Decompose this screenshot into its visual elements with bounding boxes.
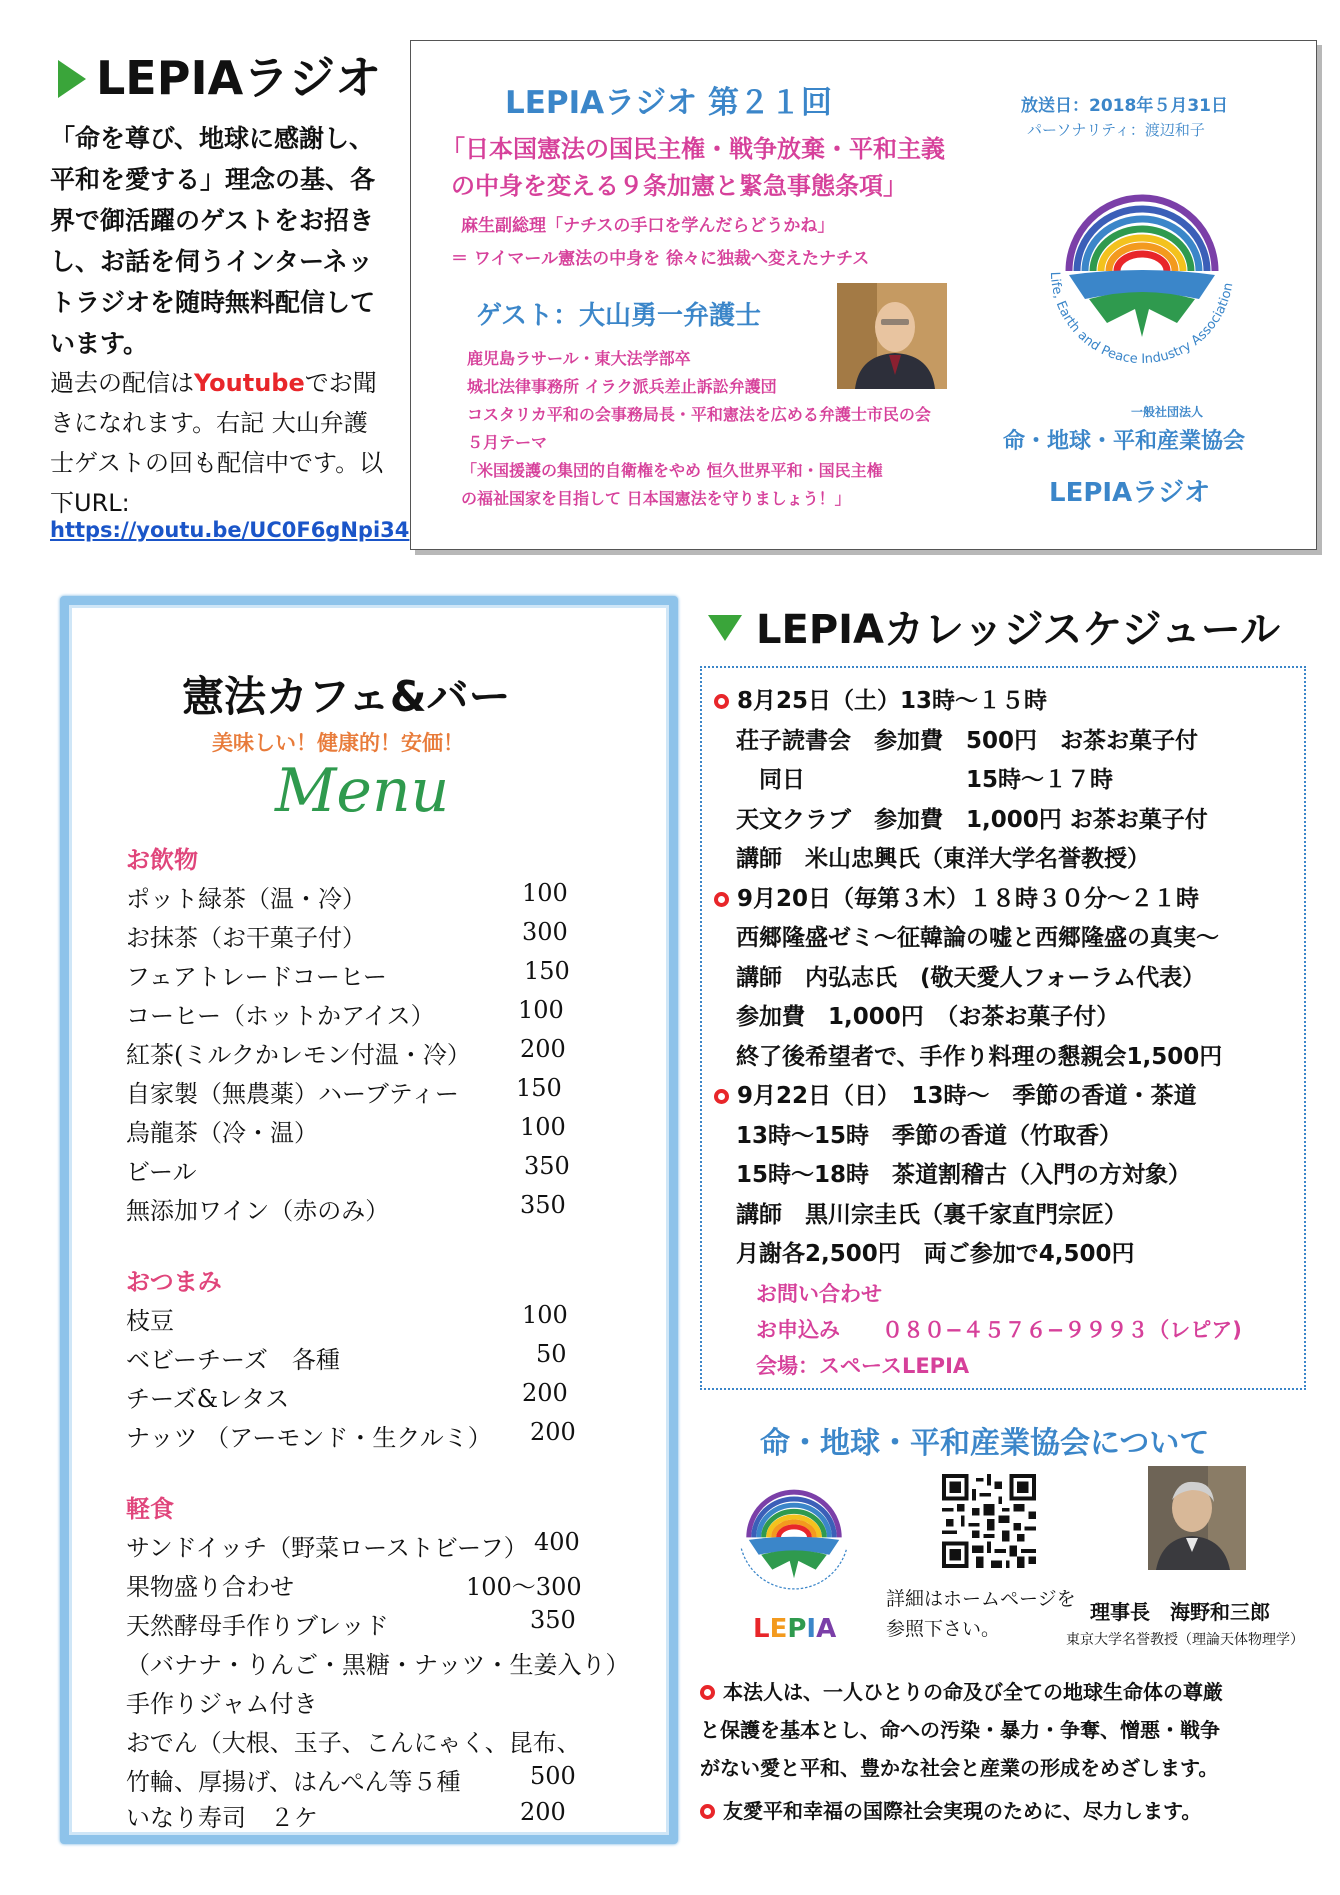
schedule-contact-2: お申込み ０８０−４５７６−９９９３（レピア)	[756, 1318, 1242, 1342]
menu-item-price: 350	[524, 1152, 570, 1180]
guest-bio-2: 城北法律事務所 イラク派兵差止訴訟弁護団	[467, 377, 777, 396]
wordmark-letter: E	[769, 1614, 788, 1644]
menu-tagline: 美味しい！健康的！安価！	[212, 731, 464, 755]
lepia-wordmark	[753, 1614, 836, 1644]
menu-item-price: 350	[520, 1191, 566, 1219]
schedule-line-text: 9月22日（日） 13時〜 季節の香道・茶道	[737, 1083, 1197, 1109]
schedule-line	[736, 959, 1205, 992]
menu-item-price: 100	[522, 879, 568, 907]
menu-item-price: 100〜300	[466, 1573, 582, 1601]
red-circle-bullet-icon	[714, 892, 729, 907]
schedule-line-text: 西郷隆盛ゼミ〜征韓論の嘘と西郷隆盛の真実〜	[736, 925, 1219, 951]
radio-heading-text: LEPIAラジオ	[96, 51, 382, 105]
menu-item-name: 果物盛り合わせ	[126, 1573, 294, 1601]
schedule-line-text: 参加費 1,000円 （お茶お菓子付）	[736, 1004, 1120, 1030]
menu-item-price: 150	[516, 1074, 562, 1102]
radio-episode-box	[410, 40, 1317, 550]
radio-intro-bold: 「命を尊び、地球に感謝し、平和を愛する」理念の基、各界で御活躍のゲストをお招きし、お話を伺うインターネットラジオを随時無料配信しています。	[50, 124, 376, 358]
menu-item-price: 100	[518, 996, 564, 1024]
menu-item-price: 50	[536, 1340, 567, 1368]
schedule-contact-1: お問い合わせ	[756, 1282, 882, 1306]
green-triangle-icon	[58, 60, 86, 98]
theme-line-2: の福祉国家を目指して 日本国憲法を守りましょう！」	[461, 489, 851, 508]
menu-script-title: Menu	[275, 756, 450, 826]
lepia-logo	[1029, 159, 1255, 385]
about-paragraph-2	[700, 1795, 1201, 1824]
about-text: 本法人は、一人ひとりの命及び全ての地球生命体の尊厳	[723, 1680, 1223, 1704]
radio-intro-text	[50, 363, 390, 523]
schedule-line	[736, 1156, 1191, 1189]
menu-item-name: 枝豆	[126, 1307, 174, 1335]
schedule-line	[736, 1196, 1127, 1229]
schedule-heading-text: LEPIAカレッジスケジュール	[756, 607, 1280, 653]
menu-item-price: 150	[524, 957, 570, 985]
menu-item-price: 400	[534, 1528, 580, 1556]
schedule-line-text: 9月20日（毎第３木）１８時３０分〜２１時	[737, 885, 1200, 912]
guest-name: ゲスト：大山勇一弁護士	[476, 301, 761, 331]
menu-item-price: 200	[530, 1418, 576, 1446]
menu-item-price: 200	[520, 1035, 566, 1063]
schedule-line	[736, 1038, 1222, 1071]
wordmark-letter: A	[816, 1614, 837, 1644]
menu-item-name: 竹輪、厚揚げ、はんぺん等５種	[126, 1768, 461, 1796]
menu-item-name: ベビーチーズ 各種	[126, 1346, 340, 1374]
menu-item-price: 100	[522, 1301, 568, 1329]
episode-subtitle-1: 「日本国憲法の国民主権・戦争放棄・平和主義	[441, 135, 945, 163]
wordmark-letter: L	[753, 1614, 770, 1644]
air-date: 放送日：2018年５月31日	[1021, 96, 1228, 116]
episode-quote-1: 麻生副総理「ナチスの手口を学んだらどうかね」	[461, 216, 835, 236]
menu-item-name: 天然酵母手作りブレッド	[126, 1612, 389, 1640]
red-circle-bullet-icon	[700, 1804, 715, 1819]
theme-line-1: 「米国援護の集団的自衛権をやめ 恒久世界平和・国民主権	[461, 461, 883, 480]
schedule-line	[736, 801, 1208, 834]
red-circle-bullet-icon	[714, 694, 729, 709]
about-paragraph-1b: と保護を基本とし、命への汚染・暴力・争奪、憎悪・戦争	[700, 1718, 1220, 1742]
guest-photo	[837, 283, 947, 389]
menu-item-name: フェアトレードコーヒー	[126, 963, 387, 991]
org-type: 一般社団法人	[1131, 405, 1204, 419]
radio-heading	[58, 42, 381, 108]
chairman-photo	[1148, 1466, 1246, 1570]
menu-item-name: 烏龍茶（冷・温）	[126, 1119, 318, 1147]
homepage-note: 詳細はホームページを参照下さい。	[886, 1588, 1076, 1640]
schedule-line-text: 天文クラブ 参加費 1,000円 お茶お菓子付	[736, 806, 1208, 833]
menu-title: 憲法カフェ&バー	[182, 672, 511, 721]
about-text: 友愛平和幸福の国際社会実現のために、尽力します。	[723, 1799, 1202, 1823]
schedule-line	[736, 840, 1150, 873]
schedule-line	[714, 1077, 1197, 1110]
schedule-line	[736, 998, 1119, 1031]
schedule-line-text: 13時〜15時 季節の香道（竹取香）	[736, 1122, 1123, 1149]
menu-item-name: チーズ&レタス	[126, 1385, 290, 1413]
schedule-line-text: 講師 黒川宗圭氏（裏千家直門宗匠）	[736, 1201, 1127, 1228]
menu-item-name: 無添加ワイン（赤のみ）	[126, 1197, 390, 1225]
episode-subtitle-2: の中身を変える９条加憲と緊急事態条項」	[451, 172, 907, 200]
schedule-line-text: 同日 15時〜１７時	[736, 767, 1114, 793]
episode-title: LEPIAラジオ 第２１回	[505, 85, 832, 121]
menu-item-name: ポット緑茶（温・冷）	[126, 885, 366, 913]
schedule-line	[736, 1235, 1135, 1268]
theme-heading: ５月テーマ	[467, 433, 548, 452]
schedule-line	[736, 919, 1219, 952]
org-name: 命・地球・平和産業協会	[1003, 429, 1246, 454]
qr-code-icon[interactable]	[942, 1474, 1036, 1568]
menu-section-drinks: お飲物	[126, 845, 198, 874]
schedule-line-text: 15時〜18時 茶道割稽古（入門の方対象）	[736, 1162, 1192, 1188]
menu-item-name: サンドイッチ（野菜ローストビーフ）	[126, 1534, 528, 1562]
schedule-line-text: 荘子読書会 参加費 500円 お茶お菓子付	[736, 727, 1199, 754]
intro-text-a: 過去の配信は	[50, 369, 194, 397]
schedule-line	[736, 1117, 1122, 1150]
wordmark-letter: P	[787, 1614, 807, 1644]
episode-quote-2: ＝ ワイマール憲法の中身を 徐々に独裁へ変えたナチス	[451, 249, 870, 269]
youtube-word: Youtube	[194, 369, 305, 397]
wordmark-letter: I	[806, 1614, 817, 1644]
schedule-line-text: 終了後希望者で、手作り料理の懇親会1,500円	[736, 1043, 1223, 1070]
menu-item-name: 自家製（無農薬）ハーブティー	[126, 1080, 459, 1108]
chairman-name: 理事長 海野和三郎	[1090, 1600, 1270, 1624]
menu-item-name: いなり寿司 ２ケ	[126, 1804, 318, 1832]
menu-item-price: 350	[530, 1606, 576, 1634]
schedule-line-text: 講師 米山忠興氏（東洋大学名誉教授）	[736, 846, 1150, 872]
guest-bio-3: コスタリカ平和の会事務局長・平和憲法を広める弁護士市民の会	[467, 405, 931, 424]
schedule-heading	[708, 598, 1280, 655]
about-title: 命・地球・平和産業協会について	[760, 1426, 1210, 1461]
menu-item-name: おでん（大根、玉子、こんにゃく、昆布、	[126, 1729, 581, 1757]
menu-item-price: 100	[520, 1113, 566, 1141]
menu-item-name: コーヒー（ホットかアイス）	[126, 1002, 435, 1030]
logo-ring-text: Life, Earth and Peace Industry Association	[1046, 271, 1237, 368]
schedule-venue: 会場：スペースLEPIA	[756, 1354, 970, 1378]
menu-item-name: ナッツ （アーモンド・生クルミ）	[126, 1424, 492, 1452]
menu-item-name: 紅茶(ミルクかレモン付温・冷）	[126, 1041, 471, 1069]
about-paragraph-1c: がない愛と平和、豊かな社会と産業の形成をめざします。	[700, 1756, 1219, 1780]
schedule-line	[714, 880, 1199, 913]
schedule-line	[736, 761, 1113, 794]
schedule-line	[714, 682, 1047, 715]
schedule-line	[736, 722, 1198, 755]
youtube-url-link[interactable]: https://youtu.be/UC0F6gNpi34	[50, 518, 410, 542]
menu-section-light-meals: 軽食	[126, 1494, 174, 1523]
green-triangle-down-icon	[708, 615, 742, 641]
menu-item-price: 200	[522, 1379, 568, 1407]
schedule-line-text: 8月25日（土）13時〜１５時	[737, 688, 1048, 714]
menu-item-price: 200	[520, 1798, 566, 1826]
personality: パーソナリティ：渡辺和子	[1027, 121, 1205, 139]
radio-label: LEPIAラジオ	[1049, 478, 1211, 508]
lepia-logo-small	[724, 1468, 864, 1608]
menu-item-name: 手作りジャム付き	[126, 1690, 318, 1718]
menu-item-name: ビール	[126, 1158, 197, 1186]
chairman-title: 東京大学名誉教授（理論天体物理学）	[1066, 1632, 1304, 1648]
schedule-line-text: 講師 内弘志氏 (敬天愛人フォーラム代表）	[736, 964, 1206, 991]
about-paragraph-1a	[700, 1676, 1223, 1705]
menu-item-name: お抹茶（お干菓子付）	[126, 924, 366, 952]
red-circle-bullet-icon	[700, 1685, 715, 1700]
intro-text-b: でお聞きになれます。右記 大山弁護士ゲストの回も配信中です。以下URL:	[50, 369, 384, 517]
menu-item-name: （バナナ・りんご・黒糖・ナッツ・生姜入り）	[126, 1651, 630, 1679]
schedule-line-text: 月謝各2,500円 両ご参加で4,500円	[736, 1241, 1135, 1267]
menu-section-snacks: おつまみ	[126, 1267, 222, 1296]
red-circle-bullet-icon	[714, 1089, 729, 1104]
menu-item-price: 500	[530, 1762, 576, 1790]
guest-bio-1: 鹿児島ラサール・東大法学部卒	[467, 349, 691, 368]
menu-item-price: 300	[522, 918, 568, 946]
